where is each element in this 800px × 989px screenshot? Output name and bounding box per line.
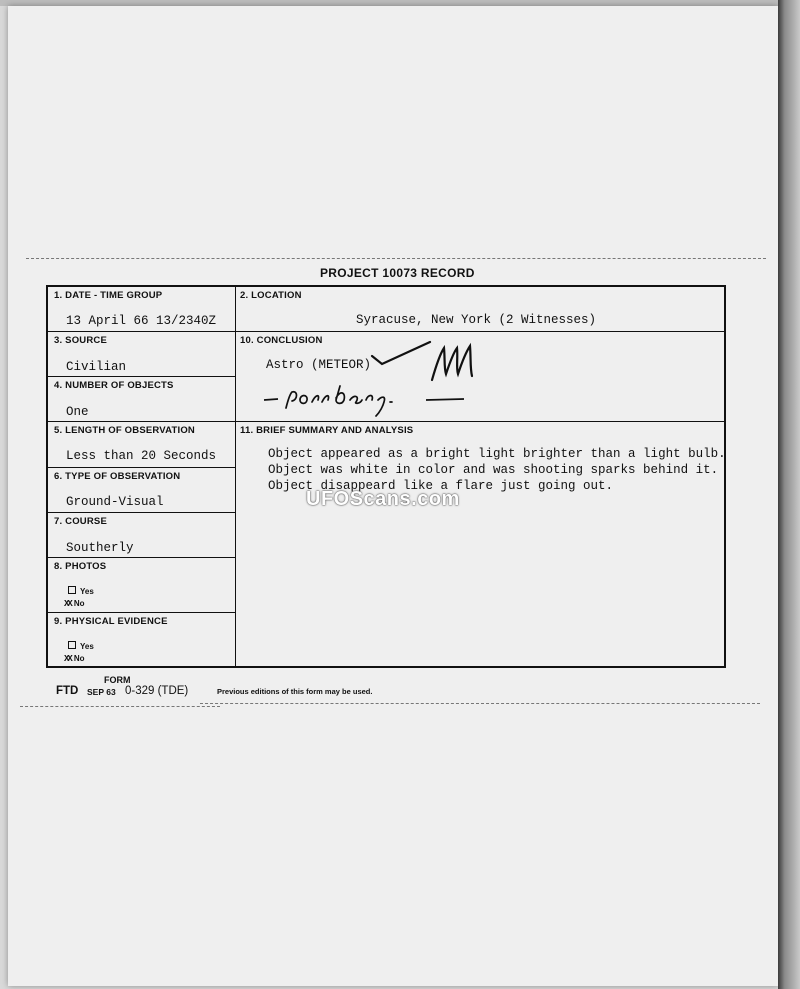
form-title: PROJECT 10073 RECORD [320,266,475,280]
footer-sep: SEP 63 [87,687,116,697]
summary-text [268,446,726,494]
checkbox-icon [68,641,76,649]
footer-form-number: 0-329 (TDE) [125,685,189,697]
photos-yes-label: Yes [80,587,94,596]
photos-no-option [64,599,84,609]
fold-line-top [26,258,766,259]
row-divider [48,612,235,613]
evidence-yes-label: Yes [80,642,94,651]
summary-line: Object disappeard like a flare just going out. [268,479,614,493]
source-value: Civilian [66,360,127,374]
row-divider [48,467,235,468]
course-value: Southerly [66,541,134,555]
checkmark-icon [372,342,430,364]
photos-no-label: No [73,599,85,608]
row-divider [48,557,235,558]
watermark: UFOScans.com [306,488,460,510]
summary-line: Object appeared as a bright light brighter than a light bulb. [268,447,726,461]
conclusion-label: 10. CONCLUSION [240,335,323,346]
row-divider [48,512,235,513]
checkbox-icon [68,586,76,594]
length-of-observation-value: Less than 20 Seconds [66,449,217,463]
photos-yes-option [68,586,94,596]
physical-evidence-label: 9. PHYSICAL EVIDENCE [54,616,168,627]
evidence-yes-option [68,641,94,651]
evidence-no-mark: XX [64,654,71,664]
footer-note: Previous editions of this form may be used. [217,687,373,696]
date-time-value: 13 April 66 13/2340Z [66,314,217,328]
photos-no-mark: XX [64,599,71,609]
handwritten-annotation [250,330,500,420]
scan-right-edge [778,0,800,989]
row-divider [48,376,235,377]
footer-ftd: FTD [56,685,79,697]
number-of-objects-label: 4. NUMBER OF OBJECTS [54,380,174,391]
footer-form-word: FORM [104,675,131,685]
source-label: 3. SOURCE [54,335,108,346]
photos-label: 8. PHOTOS [54,561,107,572]
course-label: 7. COURSE [54,516,108,527]
location-value: Syracuse, New York (2 Witnesses) [356,313,597,327]
conclusion-value: Astro (METEOR) [266,358,372,372]
type-of-observation-label: 6. TYPE OF OBSERVATION [54,471,181,482]
initials-icon [432,346,472,380]
number-of-objects-value: One [66,405,89,419]
fold-line-bottom-left [20,706,220,707]
length-of-observation-label: 5. LENGTH OF OBSERVATION [54,425,195,436]
summary-label: 11. BRIEF SUMMARY AND ANALYSIS [240,425,414,436]
location-label: 2. LOCATION [240,290,302,301]
evidence-no-label: No [73,654,85,663]
fold-line-bottom [200,703,760,704]
summary-line: Object was white in color and was shooting sparks behind it. [268,463,719,477]
column-divider [235,287,236,666]
type-of-observation-value: Ground-Visual [66,495,164,509]
row-divider [48,421,724,422]
date-time-label: 1. DATE - TIME GROUP [54,290,163,301]
evidence-no-option [64,654,84,664]
